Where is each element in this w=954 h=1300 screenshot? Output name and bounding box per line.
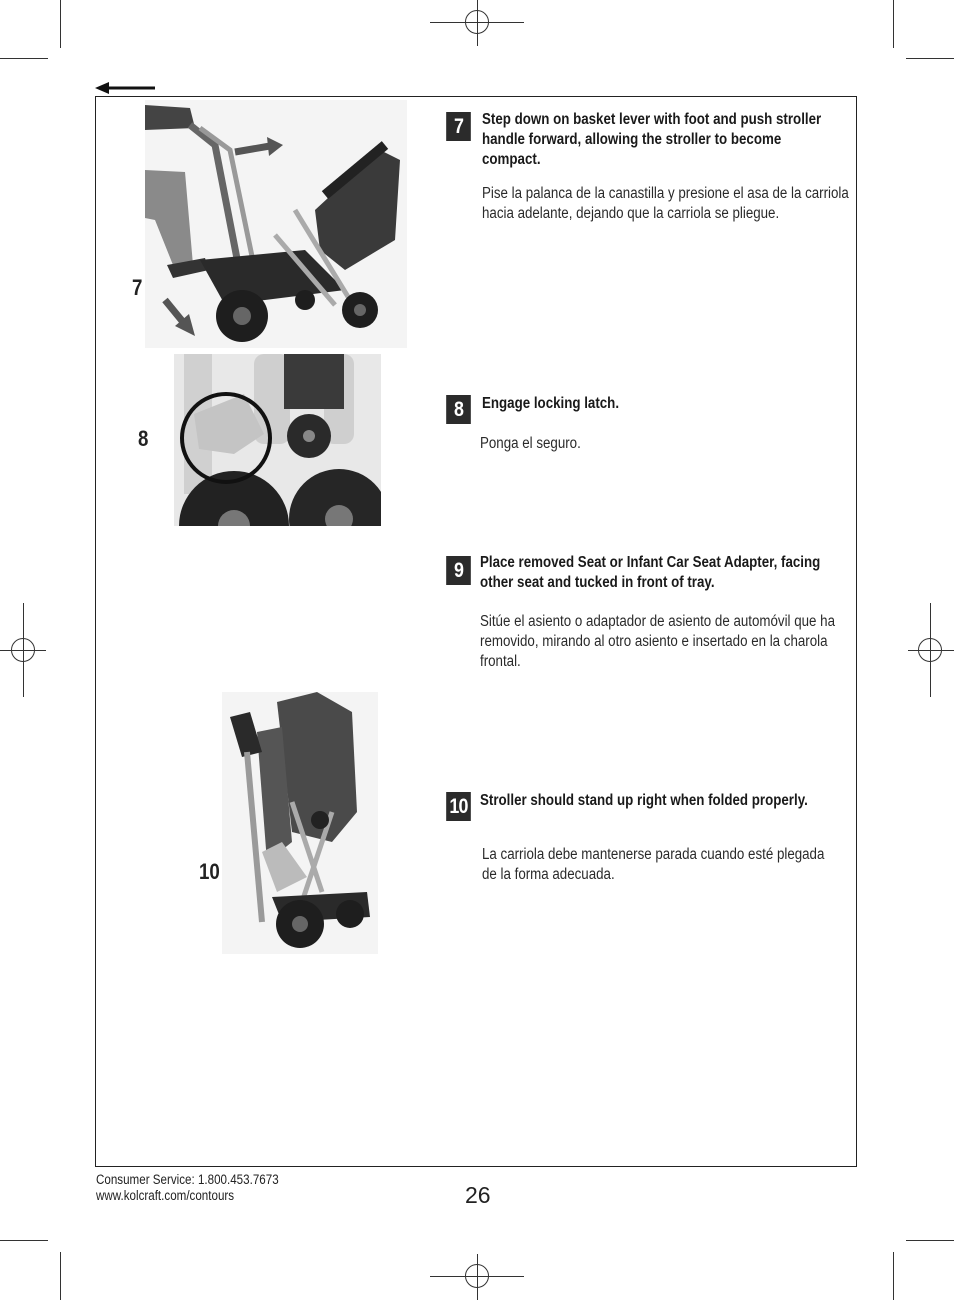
step-instruction-en: Step down on basket lever with foot and push stroller handle forward, allowing the stroller to become compact. <box>482 111 822 168</box>
step-number-badge: 7 <box>446 112 471 141</box>
figure-8-label: 8 <box>138 426 149 451</box>
figure-8-locking-latch-image <box>174 354 381 526</box>
page-number: 26 <box>465 1182 491 1208</box>
step-instruction-es: Sitúe el asiento o adaptador de asiento de automóvil que ha removido, mirando al otro asiento e insertado en la charola frontal. <box>480 613 835 670</box>
step-instruction-en: Engage locking latch. <box>482 395 620 412</box>
step-instruction-es: Ponga el seguro. <box>480 435 581 452</box>
website-link[interactable]: www.kolcraft.com/contours <box>96 1188 235 1203</box>
step-number-badge: 9 <box>446 556 471 585</box>
figure-7-stroller-folding-image <box>145 100 407 348</box>
step-number-badge: 10 <box>446 792 471 821</box>
back-arrow-icon <box>95 82 157 94</box>
figure-10-folded-stroller-image <box>222 692 378 954</box>
step-instruction-es: Pise la palanca de la canastilla y presione el asa de la carriola hacia adelante, dejando que la carriola se pliegue. <box>482 185 849 222</box>
consumer-service-phone: Consumer Service: 1.800.453.7673 <box>96 1172 279 1187</box>
step-number-badge: 8 <box>446 395 471 424</box>
step-instruction-en: Stroller should stand up right when folded properly. <box>480 792 808 809</box>
step-instruction-en: Place removed Seat or Infant Car Seat Adapter, facing other seat and tucked in front of tray. <box>480 554 821 591</box>
figure-7-label: 7 <box>132 275 143 300</box>
figure-10-label: 10 <box>199 859 220 884</box>
step-instruction-es: La carriola debe mantenerse parada cuando esté plegada de la forma adecuada. <box>482 846 825 883</box>
